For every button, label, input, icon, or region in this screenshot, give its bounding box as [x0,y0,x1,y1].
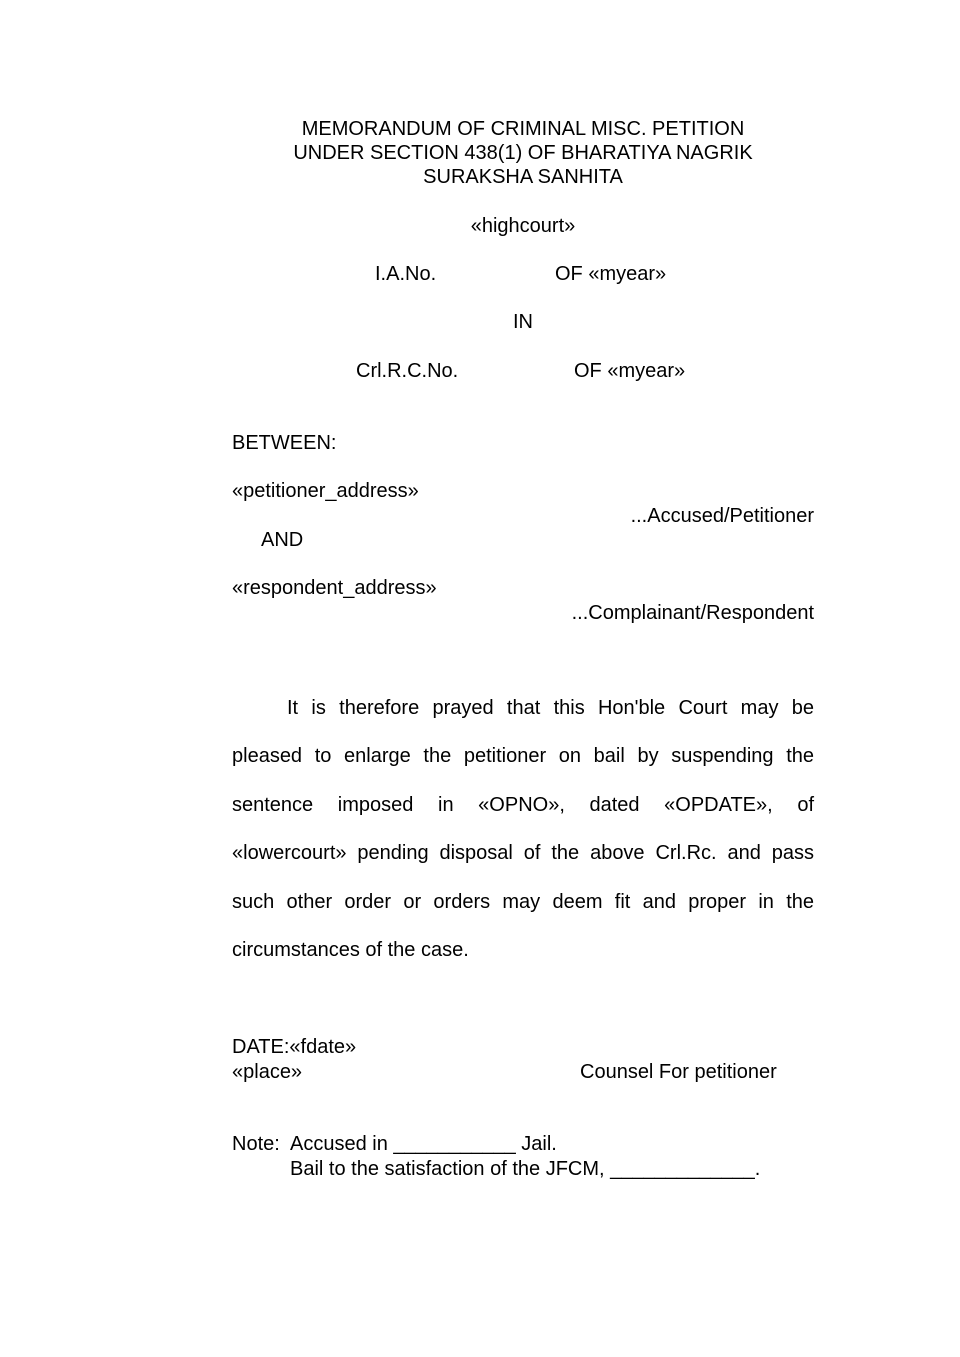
heading-line-1: MEMORANDUM OF CRIMINAL MISC. PETITION [301,118,745,140]
note-line-1: Accused in ___________ Jail. [290,1133,557,1155]
footer-place: «place» [232,1061,303,1083]
court-name: «highcourt» [470,215,576,237]
counsel-signature-label: Counsel For petitioner [580,1061,777,1083]
crlrc-year: OF «myear» [574,360,686,382]
respondent-address: «respondent_address» [232,577,437,599]
between-label: BETWEEN: [232,432,337,454]
in-word: IN [513,311,533,333]
and-label: AND [261,529,304,551]
ia-number-label: I.A.No. [375,263,437,285]
note-label: Note: [232,1133,280,1155]
heading-line-3: SURAKSHA SANHITA [423,166,623,188]
ia-year: OF «myear» [555,263,667,285]
heading-line-2: UNDER SECTION 438(1) OF BHARATIYA NAGRIK [293,142,753,164]
respondent-role: ...Complainant/Respondent [571,602,814,624]
footer-date: DATE:«fdate» [232,1036,357,1058]
note-line-2: Bail to the satisfaction of the JFCM, _____________. [290,1158,761,1180]
document-heading [232,117,814,189]
petitioner-address: «petitioner_address» [232,480,419,502]
petitioner-role: ...Accused/Petitioner [630,505,814,527]
crlrc-number-label: Crl.R.C.No. [356,360,459,382]
prayer-paragraph: It is therefore prayed that this Hon'ble Court may be pleased to enlarge the petitioner on bail by suspending the sentence imposed in «OPNO», dated «OPDATE», of «lowercourt» pending disposal of the above Crl.Rc. and pass such other order or orders may deem fit and proper in the circumstances of the case. [232,697,814,962]
